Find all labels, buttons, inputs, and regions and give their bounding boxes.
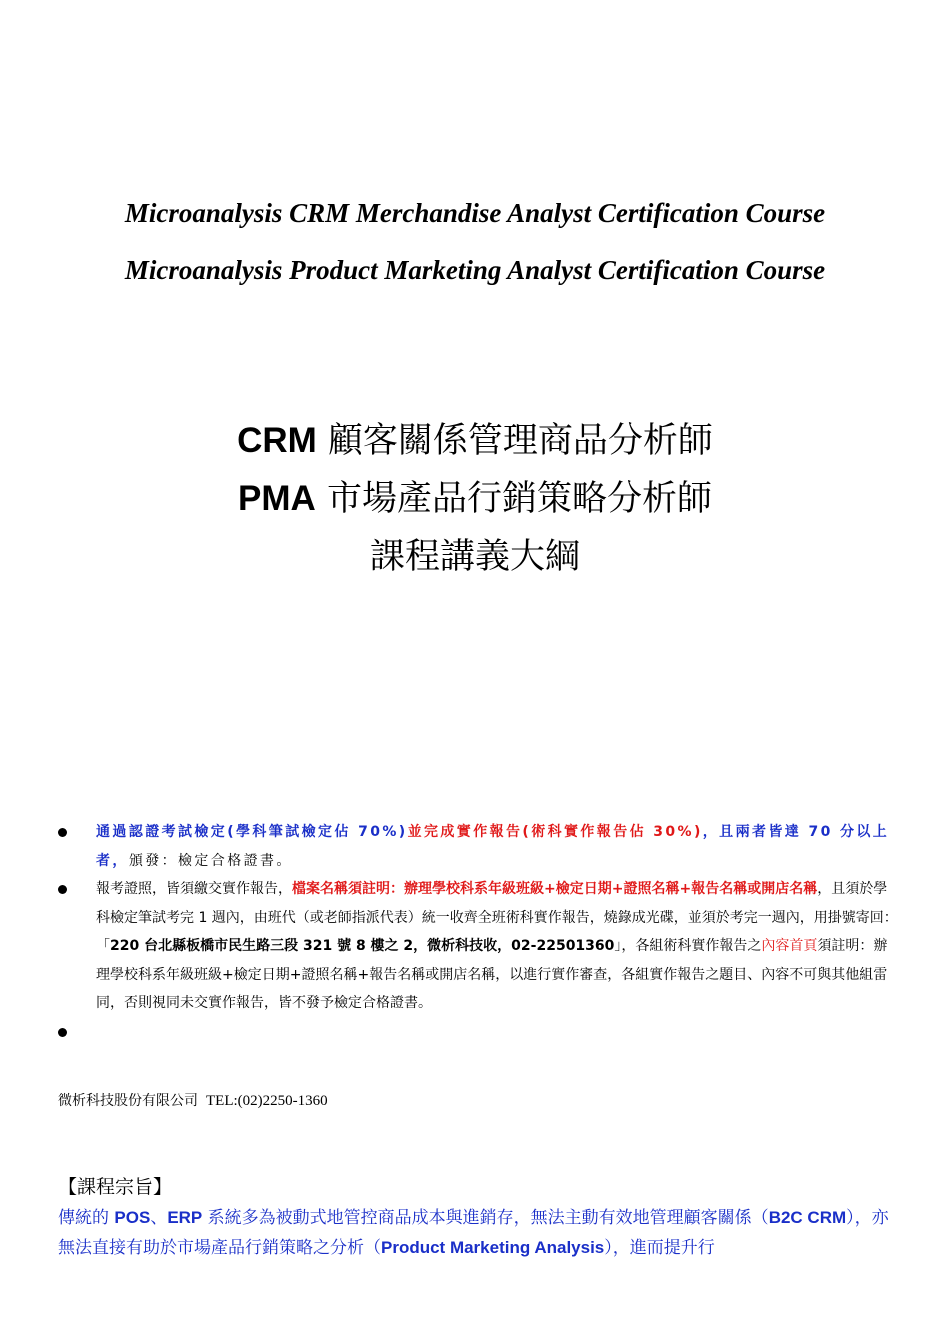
purpose-text: 系統多為被動式地管控商品成本與進銷存，無法主動有效地管理顧客關係（ bbox=[202, 1208, 769, 1228]
chinese-title-line-3: 課程講義大綱 bbox=[369, 537, 580, 577]
chinese-title-line-2 bbox=[0, 477, 950, 521]
submission-continued: 」，各組術科實作報告之 bbox=[614, 938, 762, 954]
report-requirement: 並完成實作報告(術科實作報告佔 30%) bbox=[407, 824, 703, 840]
company-info bbox=[58, 1090, 328, 1112]
submission-intro: 報考證照，皆須繳交實作報告， bbox=[96, 881, 292, 897]
award-text: 頒發：檢定合格證書。 bbox=[128, 852, 293, 869]
purpose-text: 傳統的 bbox=[58, 1208, 115, 1228]
filename-rule: 檔案名稱須註明：辦理學校科系年級班級+檢定日期+證照名稱+報告名稱或開店名稱 bbox=[292, 881, 818, 897]
b2c-crm-term: B2C CRM bbox=[768, 1208, 847, 1227]
bullet-icon bbox=[58, 1028, 67, 1037]
list-item bbox=[58, 1018, 898, 1046]
list-item bbox=[58, 818, 898, 875]
crm-title-text: 顧客關係管理商品分析師 bbox=[316, 421, 713, 461]
english-title-line-2: Microanalysis Product Marketing Analyst Certification Course bbox=[124, 255, 826, 285]
purpose-text: ），亦無法直接有助於市場產品行銷策略之分析（ bbox=[58, 1208, 889, 1258]
pma-title-text: 市場產品行銷策略分析師 bbox=[315, 479, 712, 519]
exam-requirement: 通過認證考試檢定(學科筆試檢定佔 70%) bbox=[96, 824, 408, 840]
chinese-title-line-1 bbox=[0, 419, 950, 463]
mailing-address: 220 台北縣板橋市民生路三段 321 號 8 樓之 2，微析科技收，02-22501360 bbox=[110, 938, 615, 954]
pma-term: Product Marketing Analysis bbox=[381, 1238, 605, 1257]
requirements-list bbox=[58, 818, 898, 1046]
company-name: 微析科技股份有限公司 bbox=[58, 1093, 198, 1109]
purpose-text: 、 bbox=[150, 1208, 168, 1228]
pos-term: POS bbox=[114, 1208, 151, 1227]
erp-term: ERP bbox=[167, 1208, 203, 1227]
cover-page-highlight: 內容首頁 bbox=[761, 938, 818, 954]
crm-acronym: CRM bbox=[237, 421, 317, 460]
pma-acronym: PMA bbox=[238, 479, 316, 518]
company-phone: TEL:(02)2250-1360 bbox=[206, 1093, 328, 1109]
list-item bbox=[58, 875, 898, 1018]
bullet-icon bbox=[58, 828, 67, 837]
submission-instructions: ，且須於學科檢定筆試考完 1 週內，由班代（或老師指派代表）統一收齊全班術科實作報告，燒錄成光碟，並須於考完一週內，用掛號寄回：「 bbox=[96, 881, 898, 954]
bullet-icon bbox=[58, 885, 67, 894]
pass-threshold: ，且兩者皆達 70 分以上者， bbox=[96, 824, 890, 869]
section-heading: 【課程宗旨】 bbox=[58, 1176, 173, 1198]
english-title-line-1: Microanalysis CRM Merchandise Analyst Certification Course bbox=[124, 198, 826, 228]
course-purpose-paragraph bbox=[58, 1203, 894, 1263]
cover-page-rule: 須註明：辦理學校科系年級班級+檢定日期+證照名稱+報告名稱或開店名稱，以進行實作審查，各組實作報告之題目、內容不可與其他組雷同，否則視同未交實作報告，皆不發予檢定合格證書。 bbox=[96, 938, 888, 1011]
purpose-text: ），進而提升行 bbox=[604, 1238, 715, 1258]
